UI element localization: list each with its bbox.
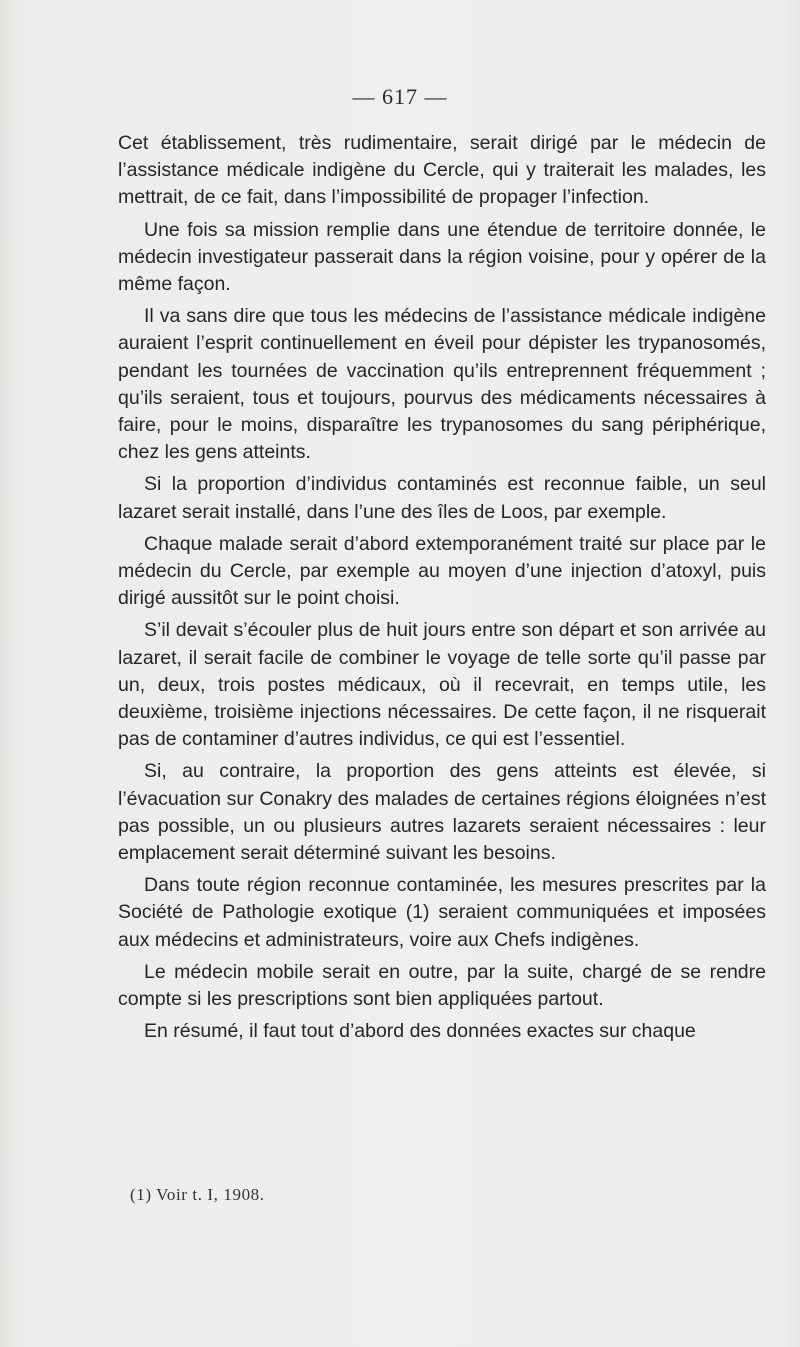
- paragraph: Il va sans dire que tous les médecins de l’assistance médicale indigène auraient l’esprit continuellement en éveil pour dépister les trypanosomés, pendant les tournées de vaccination qu’ils entreprennent fréquemment ; qu’ils seraient, tous et toujours, pourvus des médicaments nécessaires à faire, pour le moins, disparaître les trypanosomes du sang périphérique, chez les gens atteints.: [118, 305, 766, 464]
- paragraph: Une fois sa mission remplie dans une étendue de territoire donnée, le médecin investigateur passerait dans la région voisine, pour y opérer de la même façon.: [118, 218, 766, 296]
- page-number: — 617 —: [352, 84, 448, 109]
- paragraph: Le médecin mobile serait en outre, par la suite, chargé de se rendre compte si les prescriptions sont bien appliquées partout.: [118, 960, 766, 1011]
- paragraph: En résumé, il faut tout d’abord des données exactes sur chaque: [144, 1020, 696, 1043]
- paragraph: Chaque malade serait d’abord extemporanément traité sur place par le médecin du Cercle, par exemple au moyen d’une injection d’atoxyl, puis dirigé aussitôt sur le point choisi.: [118, 532, 766, 610]
- paragraph: Dans toute région reconnue contaminée, les mesures prescrites par la Société de Pathologie exotique (1) seraient communiquées et imposées aux médecins et administrateurs, voire aux Chefs indigènes.: [118, 874, 766, 951]
- paragraph: Si, au contraire, la proportion des gens atteints est élevée, si l’évacuation sur Conakry des malades de certaines régions éloignées n’est pas possible, un ou plusieurs autres lazarets seraient nécessaires : leur emplacement serait déterminé suivant les besoins.: [118, 760, 766, 865]
- paragraph: S’il devait s’écouler plus de huit jours entre son départ et son arrivée au lazaret, il serait facile de combiner le voyage de telle sorte qu’il passe par un, deux, trois postes médicaux, où il recevrait, en temps utile, les deuxième, troisième injections nécessaires. De cette façon, il ne risquerait pas de contaminer d’autres individus, ce qui est l’essentiel.: [118, 619, 766, 751]
- body-text: [118, 130, 766, 1051]
- paragraph: Cet établissement, très rudimentaire, serait dirigé par le médecin de l’assistance médicale indigène du Cercle, qui y traiterait les malades, les mettrait, de ce fait, dans l’impossibilité de propager l’infection.: [118, 132, 766, 209]
- paragraph: Si la proportion d’individus contaminés est reconnue faible, un seul lazaret serait installé, dans l’une des îles de Loos, par exemple.: [118, 473, 766, 523]
- footnote: (1) Voir t. I, 1908.: [130, 1185, 265, 1204]
